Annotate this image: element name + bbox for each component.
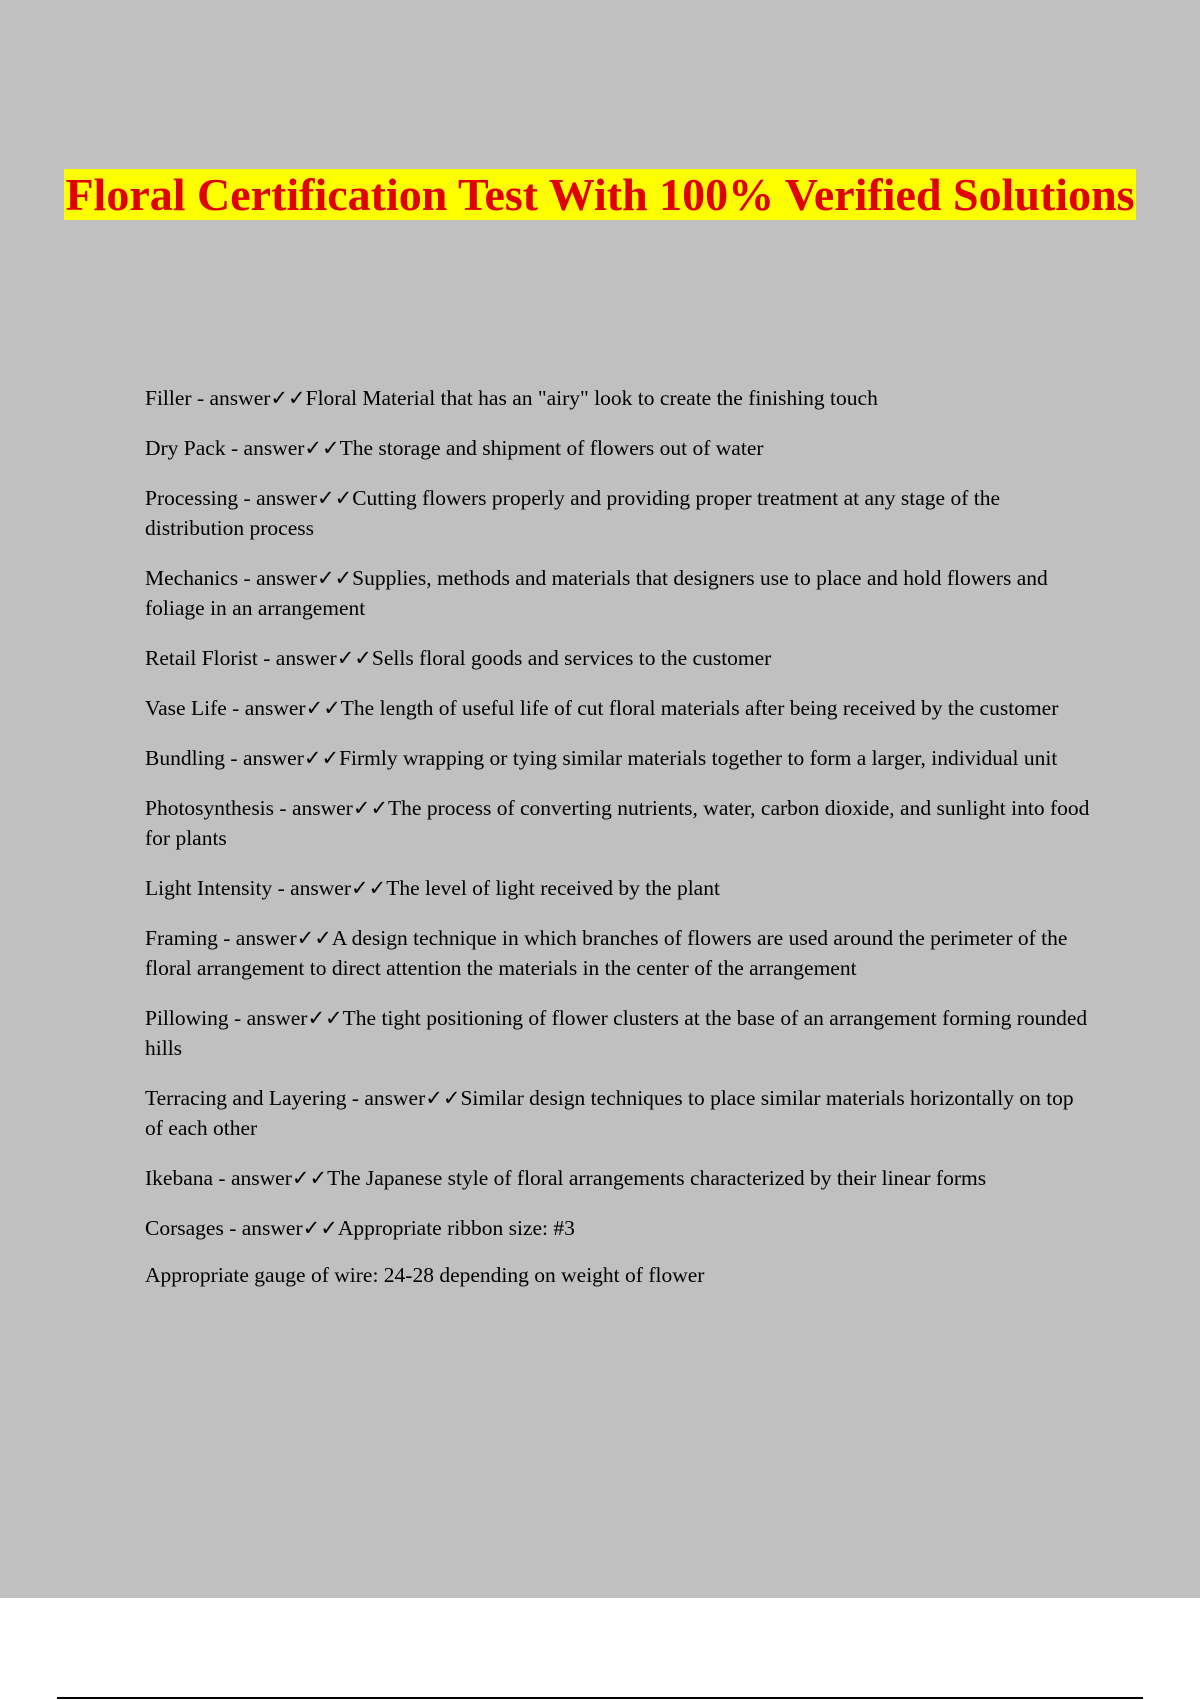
separator: - — [213, 1166, 231, 1190]
answer-label: answer — [209, 386, 271, 410]
qa-entry — [145, 643, 1090, 673]
double-check-icon: ✓✓ — [304, 436, 340, 460]
qa-entry — [145, 873, 1090, 903]
definition: A design technique in which branches of flowers are used around the perimeter of the floral arrangement to direct attention the materials in the center of the arrangement — [145, 926, 1068, 980]
qa-entry — [145, 483, 1090, 543]
definition: Cutting flowers properly and providing proper treatment at any stage of the distribution process — [145, 486, 1000, 540]
double-check-icon: ✓✓ — [305, 696, 341, 720]
answer-label: answer — [246, 1006, 308, 1030]
definition: Floral Material that has an "airy" look to create the finishing touch — [305, 386, 878, 410]
separator: - — [257, 646, 276, 670]
page-title: Floral Certification Test With 100% Verified Solutions — [65, 169, 1135, 220]
term: Terracing and Layering — [145, 1086, 347, 1110]
footer-rule — [57, 1697, 1143, 1699]
term: Vase Life — [145, 696, 227, 720]
separator: - — [226, 696, 245, 720]
term: Bundling — [145, 746, 226, 770]
definition: The level of light received by the plant — [386, 876, 720, 900]
separator: - — [274, 796, 292, 820]
double-check-icon: ✓✓ — [316, 566, 353, 590]
qa-entry — [145, 693, 1090, 723]
separator: - — [238, 566, 257, 590]
separator: - — [238, 486, 257, 510]
qa-entry — [145, 923, 1090, 983]
term: Light Intensity — [145, 876, 273, 900]
term: Photosynthesis — [145, 796, 275, 820]
answer-label: answer — [243, 436, 305, 460]
definition: Supplies, methods and materials that designers use to place and hold flowers and foliage in an arrangement — [145, 566, 1048, 620]
answer-label: answer — [275, 646, 337, 670]
separator: - — [223, 1216, 242, 1240]
term: Mechanics — [145, 566, 239, 590]
double-check-icon: ✓✓ — [303, 746, 340, 770]
definition: The process of converting nutrients, water, carbon dioxide, and sunlight into food for plants — [145, 796, 1090, 850]
definition: Appropriate ribbon size: #3 — [337, 1216, 575, 1240]
qa-entry — [145, 383, 1090, 413]
answer-label: answer — [291, 796, 353, 820]
qa-entry — [145, 1003, 1090, 1063]
definition: Similar design techniques to place similar materials horizontally on top of each other — [145, 1086, 1074, 1140]
double-check-icon: ✓✓ — [352, 796, 389, 820]
term: Dry Pack — [145, 436, 226, 460]
term: Pillowing — [145, 1006, 229, 1030]
answer-label: answer — [235, 926, 297, 950]
double-check-icon: ✓✓ — [291, 1166, 328, 1190]
qa-entry — [145, 1083, 1090, 1143]
extra-line: Appropriate gauge of wire: 24-28 depending on weight of flower — [145, 1263, 705, 1287]
double-check-icon: ✓✓ — [336, 646, 372, 670]
title-block — [0, 164, 1200, 236]
double-check-icon: ✓✓ — [425, 1086, 461, 1110]
separator: - — [225, 746, 243, 770]
definition: The Japanese style of floral arrangements characterized by their linear forms — [327, 1166, 987, 1190]
double-check-icon: ✓✓ — [302, 1216, 338, 1240]
answer-label: answer — [256, 486, 317, 510]
separator: - — [272, 876, 291, 900]
qa-entry — [145, 793, 1090, 853]
definition: The tight positioning of flower clusters at the base of an arrangement forming rounded hills — [145, 1006, 1088, 1060]
term: Processing — [145, 486, 239, 510]
qa-entry — [145, 1213, 1090, 1243]
answer-label: answer — [244, 696, 306, 720]
answer-label: answer — [241, 1216, 303, 1240]
separator: - — [346, 1086, 365, 1110]
qa-entry — [145, 433, 1090, 463]
term: Corsages — [145, 1216, 224, 1240]
term: Retail Florist — [145, 646, 258, 670]
double-check-icon: ✓✓ — [351, 876, 387, 900]
double-check-icon: ✓✓ — [270, 386, 306, 410]
qa-entry — [145, 743, 1090, 773]
answer-label: answer — [230, 1166, 292, 1190]
answer-label: answer — [364, 1086, 426, 1110]
separator: - — [191, 386, 210, 410]
answer-label: answer — [242, 746, 304, 770]
qa-entries — [145, 383, 1090, 1243]
term: Ikebana — [145, 1166, 214, 1190]
answer-label: answer — [256, 566, 317, 590]
definition: The storage and shipment of flowers out of water — [339, 436, 764, 460]
double-check-icon: ✓✓ — [296, 926, 332, 950]
term: Framing — [145, 926, 218, 950]
qa-entry — [145, 1163, 1090, 1193]
qa-list — [145, 383, 1090, 1310]
qa-entry — [145, 563, 1090, 623]
definition: Firmly wrapping or tying similar materials together to form a larger, individual unit — [339, 746, 1058, 770]
separator: - — [217, 926, 236, 950]
definition: Sells floral goods and services to the customer — [371, 646, 772, 670]
term: Filler — [145, 386, 192, 410]
answer-label: answer — [290, 876, 352, 900]
double-check-icon: ✓✓ — [307, 1006, 343, 1030]
definition: The length of useful life of cut floral materials after being received by the customer — [340, 696, 1059, 720]
separator: - — [228, 1006, 247, 1030]
separator: - — [225, 436, 244, 460]
double-check-icon: ✓✓ — [316, 486, 353, 510]
